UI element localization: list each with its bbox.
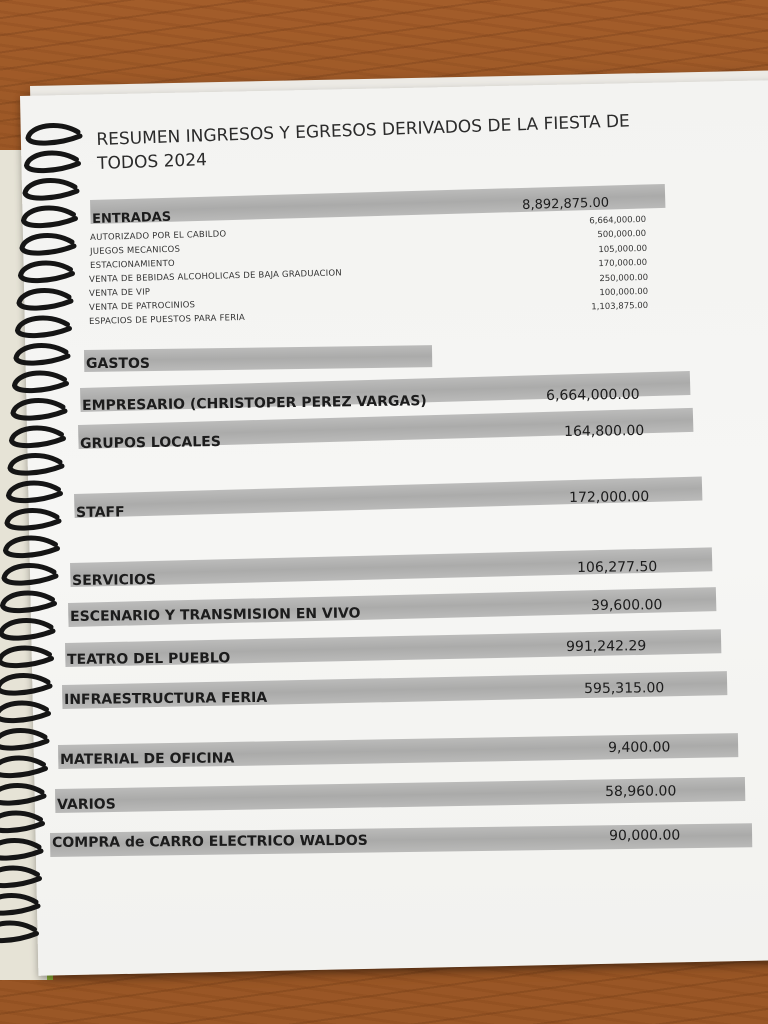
entradas-item-label: ESTACIONAMIENTO [89, 258, 175, 271]
page-title [96, 108, 657, 176]
gastos-item-amount: 164,800.00 [564, 422, 645, 440]
gastos-item-amount: 172,000.00 [569, 488, 650, 506]
entradas-item-label: VENTA DE VIP [89, 287, 151, 299]
entradas-item-label: JUEGOS MECANICOS [89, 244, 181, 257]
title-line-1: RESUMEN INGRESOS Y EGRESOS DERIVADOS DE LA FIESTA DE [96, 111, 631, 150]
entradas-item-amount: 170,000.00 [598, 258, 648, 270]
entradas-item-label: AUTORIZADO POR EL CABILDO [90, 229, 227, 243]
gastos-item-label: EMPRESARIO (CHRISTOPER PEREZ VARGAS) [82, 393, 427, 414]
gastos-item-label: MATERIAL DE OFICINA [60, 750, 235, 768]
gastos-item-amount: 6,664,000.00 [546, 386, 640, 404]
title-line-2: TODOS 2024 [96, 150, 208, 174]
gastos-item-amount: 39,600.00 [591, 597, 663, 614]
gastos-label: GASTOS [86, 356, 150, 372]
gastos-item-label: COMPRA de CARRO ELECTRICO WALDOS [52, 832, 368, 851]
gastos-item-label: VARIOS [57, 796, 116, 813]
gastos-item-amount: 595,315.00 [584, 680, 665, 697]
entradas-item-label: VENTA DE PATROCINIOS [89, 300, 196, 313]
gastos-item-label: ESCENARIO Y TRANSMISION EN VIVO [70, 605, 361, 625]
gastos-item-amount: 106,277.50 [577, 559, 658, 576]
gastos-item-label: STAFF [76, 504, 125, 521]
gastos-item-amount: 90,000.00 [609, 827, 681, 844]
entradas-item-amount: 250,000.00 [598, 272, 648, 284]
entradas-total: 8,892,875.00 [522, 195, 610, 213]
entradas-item-label: VENTA DE BEBIDAS ALCOHOLICAS DE BAJA GRADUACION [89, 268, 343, 285]
entradas-item-amount: 6,664,000.00 [589, 214, 647, 227]
entradas-item-label: ESPACIOS DE PUESTOS PARA FERIA [88, 312, 245, 327]
entradas-item-amount: 1,103,875.00 [591, 301, 649, 313]
entradas-item-amount: 100,000.00 [599, 286, 649, 299]
gastos-item-amount: 991,242.29 [566, 638, 647, 655]
entradas-label: ENTRADAS [92, 209, 172, 227]
gastos-item-label: TEATRO DEL PUEBLO [67, 650, 231, 668]
gastos-item-label: SERVICIOS [72, 571, 157, 589]
entradas-item-amount: 500,000.00 [597, 229, 647, 241]
gastos-item-amount: 58,960.00 [605, 783, 677, 800]
gastos-item-label: GRUPOS LOCALES [80, 434, 221, 452]
gastos-item-label: INFRAESTRUCTURA FERIA [64, 689, 268, 708]
entradas-item-amount: 105,000.00 [598, 243, 648, 255]
gastos-item-amount: 9,400.00 [608, 739, 671, 756]
